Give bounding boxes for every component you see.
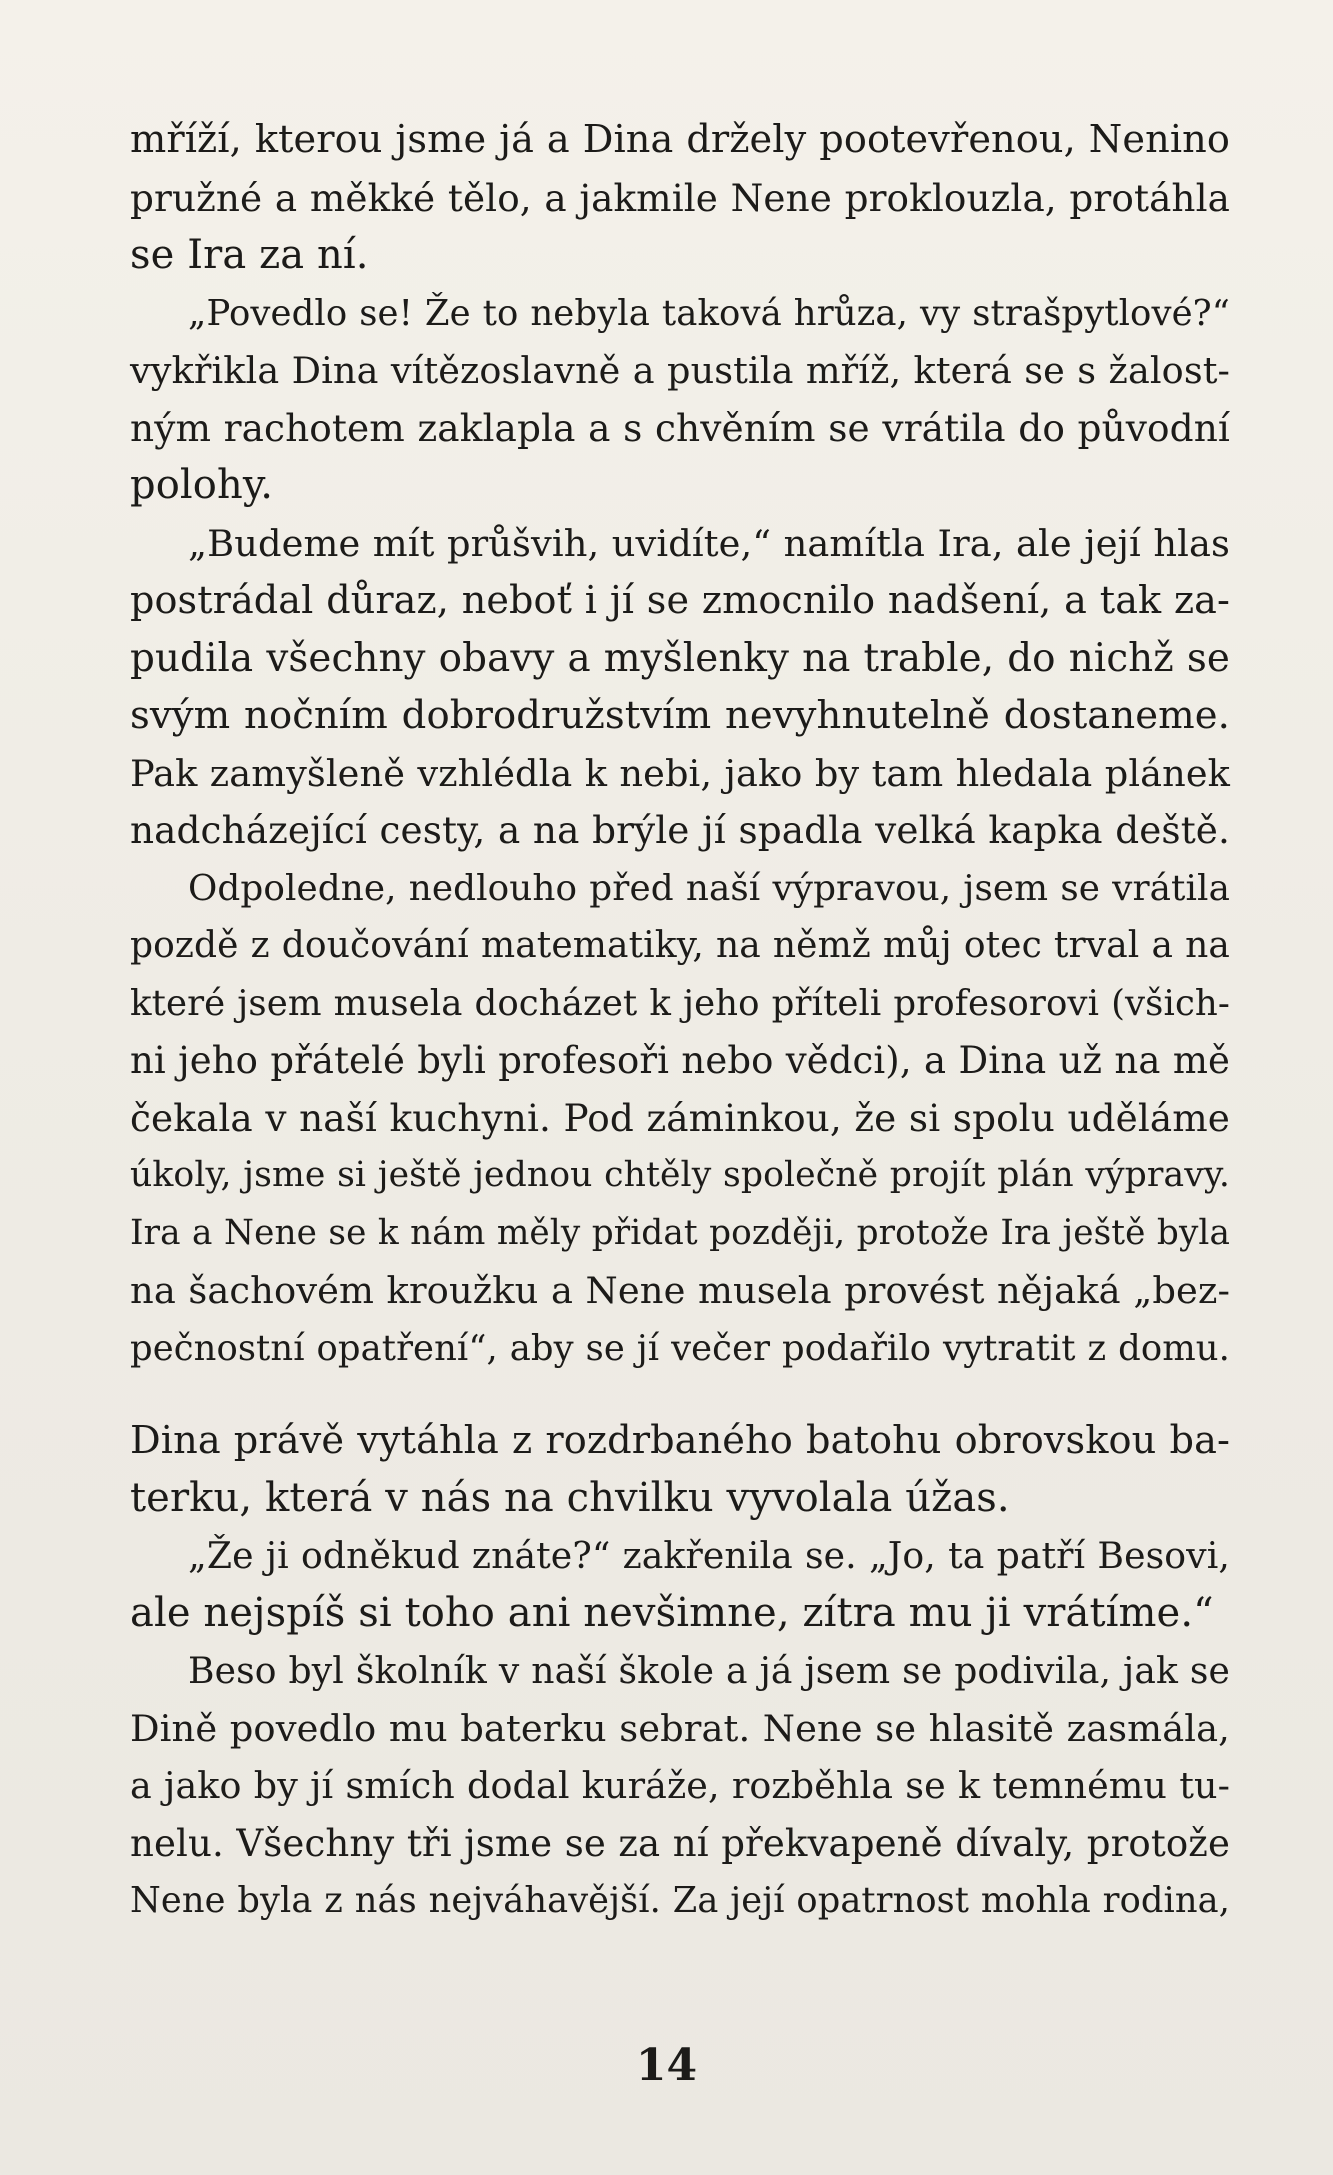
text-line: „Že ji odněkud znáte?“ zakřenila se. „Jo, ta patří Besovi, [188, 1534, 1230, 1577]
text-line: pečnostní opatření“, aby se jí večer podařilo vytratit z domu. [130, 1327, 1230, 1369]
page-number: 14 [635, 2040, 698, 2091]
text-line: „Budeme mít průšvih, uvidíte,“ namítla Ira, ale její hlas [188, 521, 1230, 565]
text-line: nadcházející cesty, a na brýle jí spadla velká kapka deště. [130, 808, 1230, 852]
text-line: Dina právě vytáhla z rozdrbaného batohu obrovskou ba- [130, 1418, 1230, 1463]
text-line: vykřikla Dina vítězoslavně a pustila mříž, která se s žalost- [130, 349, 1230, 392]
text-line: Beso byl školník v naší škole a já jsem se podivila, jak se [188, 1649, 1230, 1692]
text-line: svým nočním dobrodružstvím nevyhnutelně dostaneme. [130, 693, 1230, 738]
text-line: Odpoledne, nedlouho před naší výpravou, jsem se vrátila [188, 867, 1230, 909]
text-line: čekala v naší kuchyni. Pod záminkou, že si spolu uděláme [130, 1095, 1230, 1140]
text-line: se Ira za ní. [130, 232, 369, 278]
text-block-lower [130, 1412, 1230, 1930]
text-line: „Povedlo se! Že to nebyla taková hrůza, vy strašpytlové?“ [188, 292, 1230, 334]
text-line: Dině povedlo mu baterku sebrat. Nene se hlasitě zasmála, [130, 1706, 1230, 1750]
text-line: terku, která v nás na chvilku vyvolala úžas. [130, 1474, 1010, 1521]
text-block-upper [130, 112, 1230, 1377]
text-line: na šachovém kroužku a Nene musela provést nějaká „bez- [130, 1269, 1230, 1312]
text-line: ni jeho přátelé byli profesoři nebo vědci), a Dina už na mě [130, 1039, 1230, 1082]
text-line: polohy. [130, 462, 274, 508]
text-line: ale nejspíš si toho ani nevšimne, zítra mu ji vrátíme.“ [130, 1589, 1214, 1636]
text-line: úkoly, jsme si ještě jednou chtěly společně projít plán výpravy. [130, 1155, 1230, 1195]
text-line: pudila všechny obavy a myšlenky na trable, do nichž se [130, 635, 1230, 681]
text-line: postrádal důraz, neboť i jí se zmocnilo nadšení, a tak za- [130, 578, 1230, 622]
text-line: pozdě z doučování matematiky, na němž můj otec trval a na [130, 925, 1230, 966]
text-line: Ira a Nene se k nám měly přidat později, protože Ira ještě byla [130, 1212, 1230, 1253]
text-line: které jsem musela docházet k jeho příteli profesorovi (všich- [130, 982, 1230, 1024]
text-line: Pak zamyšleně vzhlédla k nebi, jako by tam hledala plánek [130, 751, 1230, 795]
text-line: mříží, kterou jsme já a Dina držely pootevřenou, Nenino [130, 118, 1230, 162]
text-line: a jako by jí smích dodal kuráže, rozběhla se k temnému tu- [130, 1764, 1230, 1807]
text-line: ným rachotem zaklapla a s chvěním se vrátila do původní [130, 405, 1230, 450]
text-line: nelu. Všechny tři jsme se za ní překvapeně dívaly, protože [130, 1821, 1230, 1865]
text-line: pružné a měkké tělo, a jakmile Nene proklouzla, protáhla [130, 175, 1230, 220]
text-line: Nene byla z nás nejváhavější. Za její opatrnost mohla rodina, [130, 1880, 1230, 1921]
